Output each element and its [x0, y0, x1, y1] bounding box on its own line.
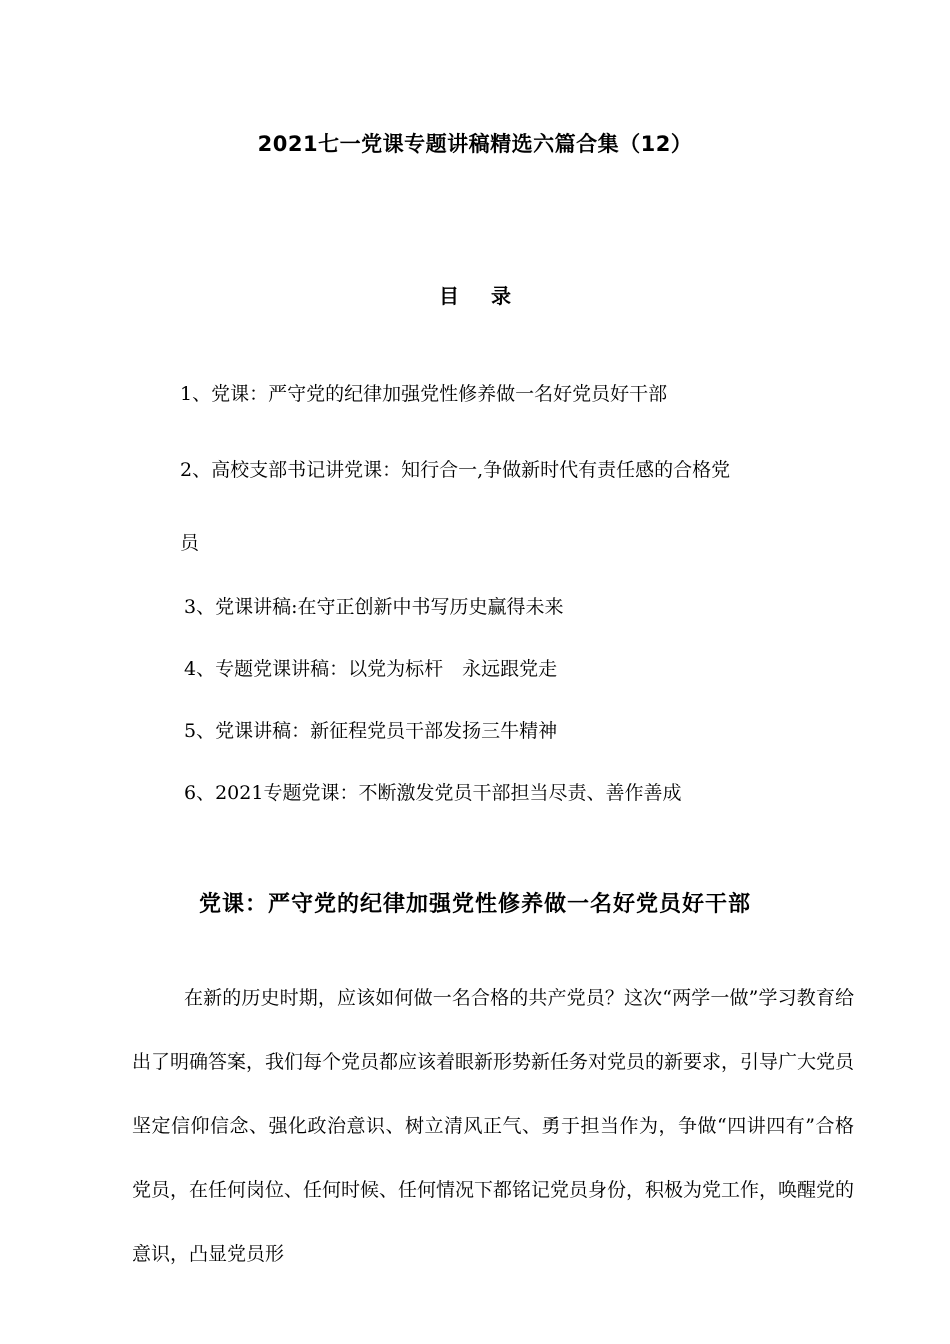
toc-item: 5、党课讲稿：新征程党员干部发扬三牛精神	[184, 720, 558, 742]
toc-item-continuation: 员	[180, 532, 200, 554]
document-title: 2021七一党课专题讲稿精选六篇合集（12）	[257, 132, 693, 156]
toc-item: 2、高校支部书记讲党课：知行合一,争做新时代有责任感的合格党	[180, 459, 731, 481]
toc-item: 3、党课讲稿:在守正创新中书写历史赢得未来	[184, 596, 564, 618]
toc-heading: 目录	[439, 284, 543, 308]
toc-item: 4、专题党课讲稿：以党为标杆 永远跟党走	[184, 658, 558, 680]
toc-item: 1、党课：严守党的纪律加强党性修养做一名好党员好干部	[180, 383, 668, 405]
toc-item: 6、2021专题党课：不断激发党员干部担当尽责、善作善成	[184, 782, 682, 804]
body-paragraph: 在新的历史时期，应该如何做一名合格的共产党员？这次“两学一做”学习教育给出了明确答案，我们每个党员都应该着眼新形势新任务对党员的新要求，引导广大党员坚定信仰信念、强化政治意识、树立清风正气、勇于担当作为，争做“四讲四有”合格党员，在任何岗位、任何时候、任何情况下都铭记党员身份，积极为党工作，唤醒党的意识，凸显党员形	[132, 987, 855, 1265]
section-title: 党课：严守党的纪律加强党性修养做一名好党员好干部	[198, 891, 751, 917]
